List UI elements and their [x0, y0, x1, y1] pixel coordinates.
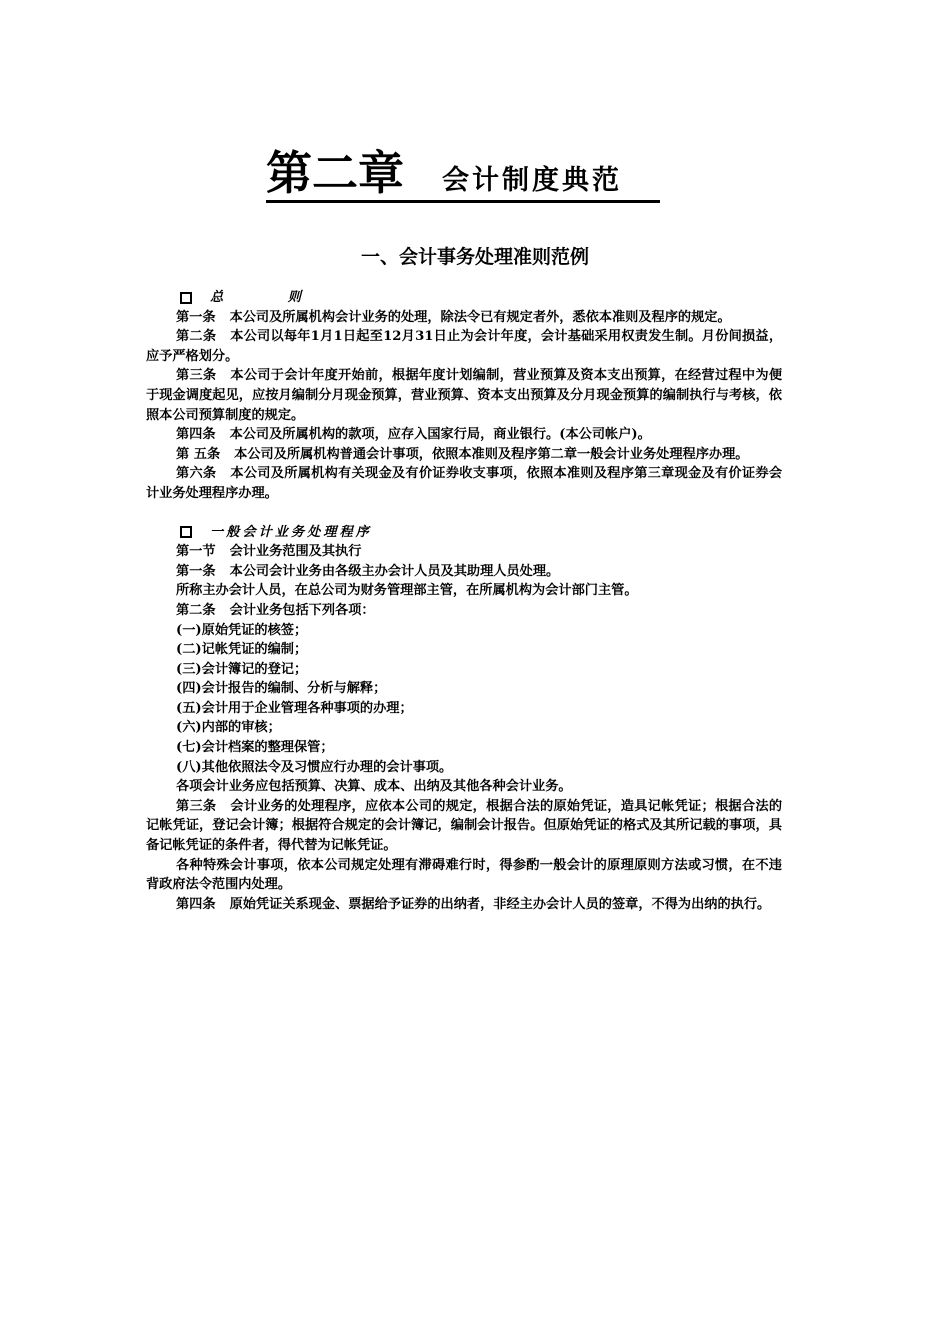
article: 第一条 本公司会计业务由各级主办会计人员及其助理人员处理。	[176, 563, 560, 579]
article: 第六条 本公司及所属机构有关现金及有价证券收支事项，依照本准则及程序第三章现金及有价证券会计业务处理程序办理。	[146, 466, 783, 501]
section-title: 一、会计事务处理准则范例	[360, 246, 589, 268]
document-body	[146, 288, 782, 914]
article: 第三条 会计业务的处理程序，应依本公司的规定，根据合法的原始凭证，造具记帐凭证；根据合法的记帐凭证，登记会计簿；根据符合规定的会计簿记，编制会计报告。但原始凭证的格式及其所记载的事项，具备记帐凭证的条件者，得代替为记帐凭证。	[146, 798, 783, 854]
article: 第四条 原始凭证关系现金、票据给予证券的出纳者，非经主办会计人员的签章，不得为出纳的执行。	[176, 896, 771, 912]
section-label: 第一节 会计业务范围及其执行	[176, 544, 362, 560]
article: 第 五条 本公司及所属机构普通会计事项，依照本准则及程序第二章一般会计业务处理程序办理。	[176, 446, 749, 462]
article-note: 所称主办会计人员，在总公司为财务管理部主管，在所属机构为会计部门主管。	[176, 583, 638, 599]
procedures-heading: 一般会计业务处理程序	[180, 523, 782, 543]
list-item: (四)会计报告的编制、分析与解释；	[176, 681, 387, 697]
article: 第三条 本公司于会计年度开始前，根据年度计划编制，营业预算及资本支出预算，在经营过程中为便于现金调度起见，应按月编制分月现金预算，营业预算、资本支出预算及分月现金预算的编制执行与考核，依照本公司预算制度的规定。	[146, 368, 783, 423]
chapter-title: 会计制度典范	[442, 165, 622, 196]
list-item: (六)内部的审核；	[176, 720, 281, 736]
general-heading: 总 则	[180, 288, 782, 308]
checkbox-square-icon	[180, 526, 192, 538]
article: 第一条 本公司及所属机构会计业务的处理，除法令已有规定者外，悉依本准则及程序的规定。	[176, 309, 731, 325]
article-note: 各种特殊会计事项，依本公司规定处理有滞碍难行时，得参酌一般会计的原理原则方法或习惯，在不违背政府法令范围内处理。	[146, 857, 782, 893]
article: 第四条 本公司及所属机构的款项，应存入国家行局，商业银行。(本公司帐户)。	[176, 427, 651, 443]
list-item: (五)会计用于企业管理各种事项的办理；	[176, 700, 413, 716]
article: 第二条 本公司以每年1月1日起至12月31日止为会计年度，会计基础采用权责发生制。月份间损益，应予严格划分。	[146, 329, 783, 364]
chapter-number: 第二章	[266, 146, 404, 200]
checkbox-square-icon	[180, 292, 192, 304]
list-item: (三)会计簿记的登记；	[176, 661, 308, 677]
list-item: (七)会计档案的整理保管；	[176, 740, 334, 756]
list-item: (八)其他依照法令及习惯应行办理的会计事项。	[176, 759, 453, 775]
list-item: (一)原始凭证的核签；	[176, 622, 308, 638]
article-note: 各项会计业务应包括预算、决算、成本、出纳及其他各种会计业务。	[176, 779, 572, 795]
chapter-heading	[266, 148, 660, 203]
list-item: (二)记帐凭证的编制；	[176, 642, 308, 658]
article: 第二条 会计业务包括下列各项：	[176, 602, 375, 618]
